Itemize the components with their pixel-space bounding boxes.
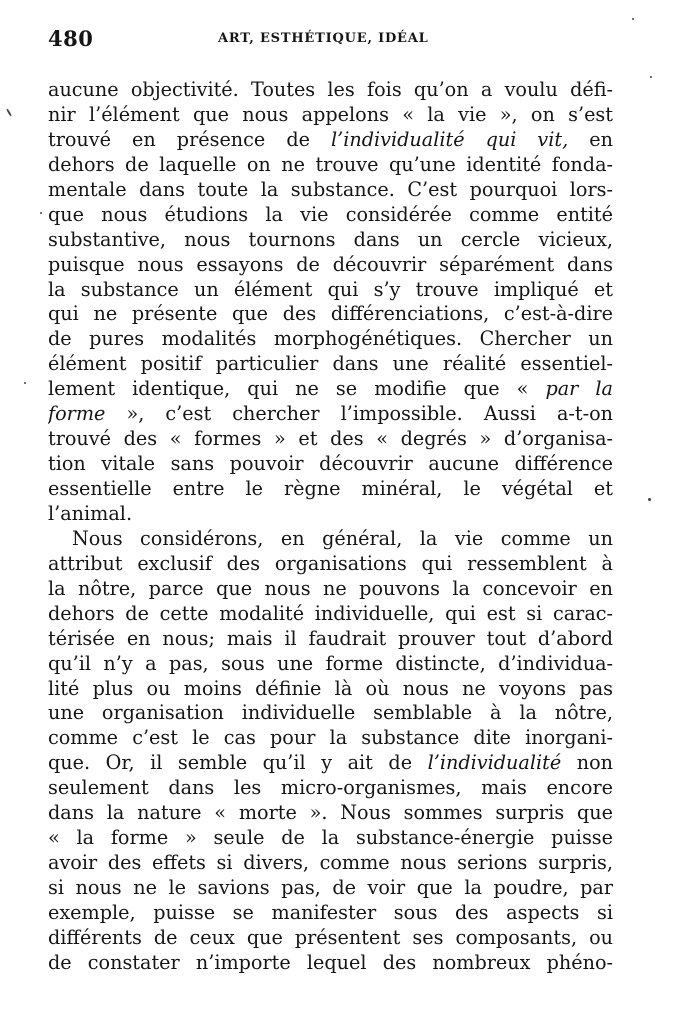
- text-line: [48, 826, 613, 851]
- text-line: [48, 577, 613, 602]
- text-run: en: [568, 127, 613, 151]
- italic-text: l’individualité: [427, 751, 562, 775]
- text-run: qu’il n’y a pas, sous une forme distincte, d’individua-: [48, 651, 613, 675]
- text-line: [48, 677, 613, 702]
- page-header: [48, 26, 613, 52]
- text-run: avoir des effets si divers, comme nous serions surpris,: [48, 851, 613, 875]
- text-run: aucune objectivité. Toutes les fois qu’on a voulu défi-: [48, 78, 613, 101]
- text-line: [48, 602, 613, 627]
- text-run: », c’est chercher l’impossible. Aussi a-t-on: [105, 402, 613, 426]
- text-line: [48, 452, 613, 477]
- text-line: [48, 427, 613, 452]
- text-line: [48, 352, 613, 377]
- text-line: [48, 851, 613, 876]
- scan-speck: [650, 76, 652, 78]
- text-line: [48, 78, 613, 103]
- text-run: de constater n’importe lequel des nombreux phéno-: [48, 950, 613, 974]
- text-line: [48, 228, 613, 253]
- text-run: la substance un élément qui s’y trouve impliqué et: [48, 277, 613, 301]
- text-line: [48, 477, 613, 502]
- text-line: [48, 377, 613, 402]
- text-line: [48, 103, 613, 128]
- scan-speck: [648, 498, 651, 501]
- text-line: [48, 776, 613, 801]
- italic-text: l’individualité qui vit,: [331, 127, 569, 151]
- text-run: la nôtre, parce que nous ne pouvons la concevoir en: [48, 576, 613, 600]
- text-run: différents de ceux que présentent ses composants, ou: [48, 925, 613, 949]
- text-run: substantive, nous tournons dans un cercle vicieux,: [48, 227, 613, 251]
- text-line: [48, 552, 613, 577]
- text-run: Nous considérons, en général, la vie comme un: [72, 526, 613, 550]
- text-line: [48, 876, 613, 901]
- text-run: lité plus ou moins définie là où nous ne voyons pas: [48, 676, 613, 700]
- text-run: dans la nature « morte ». Nous sommes surpris que: [48, 801, 613, 825]
- text-run: que. Or, il semble qu’il y ait de: [48, 751, 428, 775]
- text-line: [48, 951, 613, 976]
- text-run: lement identique, qui ne se modifie que «: [48, 377, 546, 401]
- text-run: dehors de cette modalité individuelle, qui est si carac-: [48, 601, 613, 625]
- running-title: ART, ESTHÉTIQUE, IDÉAL: [218, 31, 429, 46]
- italic-text: par la: [545, 377, 613, 401]
- text-line: [48, 278, 613, 303]
- text-run: attribut exclusif des organisations qui ressemblent à: [48, 551, 613, 575]
- italic-text: forme: [48, 402, 106, 426]
- scan-speck: [632, 18, 634, 20]
- text-line: [48, 178, 613, 203]
- text-run: mentale dans toute la substance. C’est pourquoi lors-: [48, 177, 613, 201]
- paragraph: [48, 78, 613, 527]
- text-run: qui ne présente que des différenciations, c’est-à-dire: [48, 302, 613, 326]
- text-run: exemple, puisse se manifester sous des aspects si: [48, 900, 613, 924]
- text-run: térisée en nous; mais il faudrait prouver tout d’abord: [48, 626, 613, 650]
- text-line: [48, 502, 613, 527]
- text-run: tion vitale sans pouvoir découvrir aucune différence: [48, 452, 613, 476]
- page-number: 480: [48, 26, 94, 51]
- scan-speck: [24, 382, 26, 384]
- text-run: si nous ne le savions pas, de voir que la poudre, par: [48, 876, 613, 899]
- text-run: une organisation individuelle semblable à la nôtre,: [48, 701, 613, 725]
- text-line: [48, 901, 613, 926]
- text-run: nir l’élément que nous appelons « la vie », on s’est: [48, 102, 613, 126]
- text-run: comme c’est le cas pour la substance dite inorgani-: [48, 726, 613, 750]
- text-line: [48, 302, 613, 327]
- text-line: [48, 926, 613, 951]
- text-line: [48, 726, 613, 751]
- text-run: « la forme » seule de la substance-énergie puisse: [48, 826, 613, 850]
- text-run: puisque nous essayons de découvrir séparément dans: [48, 252, 613, 276]
- body-text: [48, 78, 613, 976]
- text-line: [48, 652, 613, 677]
- text-line: [48, 627, 613, 652]
- text-line: [48, 327, 613, 352]
- text-line: [48, 701, 613, 726]
- text-line: [48, 253, 613, 278]
- text-run: dehors de laquelle on ne trouve qu’une identité fonda-: [48, 152, 613, 176]
- text-line: [48, 527, 613, 552]
- text-run: élément positif particulier dans une réalité essentiel-: [48, 352, 613, 376]
- text-run: trouvé en présence de: [48, 127, 332, 151]
- text-run: essentielle entre le règne minéral, le végétal et: [48, 477, 613, 500]
- text-run: l’animal.: [48, 501, 133, 525]
- text-run: de pures modalités morphogénétiques. Chercher un: [48, 327, 613, 351]
- text-run: que nous étudions la vie considérée comme entité: [48, 202, 613, 226]
- text-line: [48, 402, 613, 427]
- scan-speck: [40, 212, 42, 214]
- text-line: [48, 128, 613, 153]
- text-run: trouvé des « formes » et des « degrés » d’organisa-: [48, 427, 613, 451]
- text-line: [48, 801, 613, 826]
- paragraph: [48, 527, 613, 976]
- scan-speck: [6, 108, 12, 117]
- text-line: [48, 203, 613, 228]
- text-line: [48, 153, 613, 178]
- text-run: non: [561, 751, 613, 775]
- text-run: seulement dans les micro-organismes, mais encore: [48, 776, 613, 800]
- text-line: [48, 751, 613, 776]
